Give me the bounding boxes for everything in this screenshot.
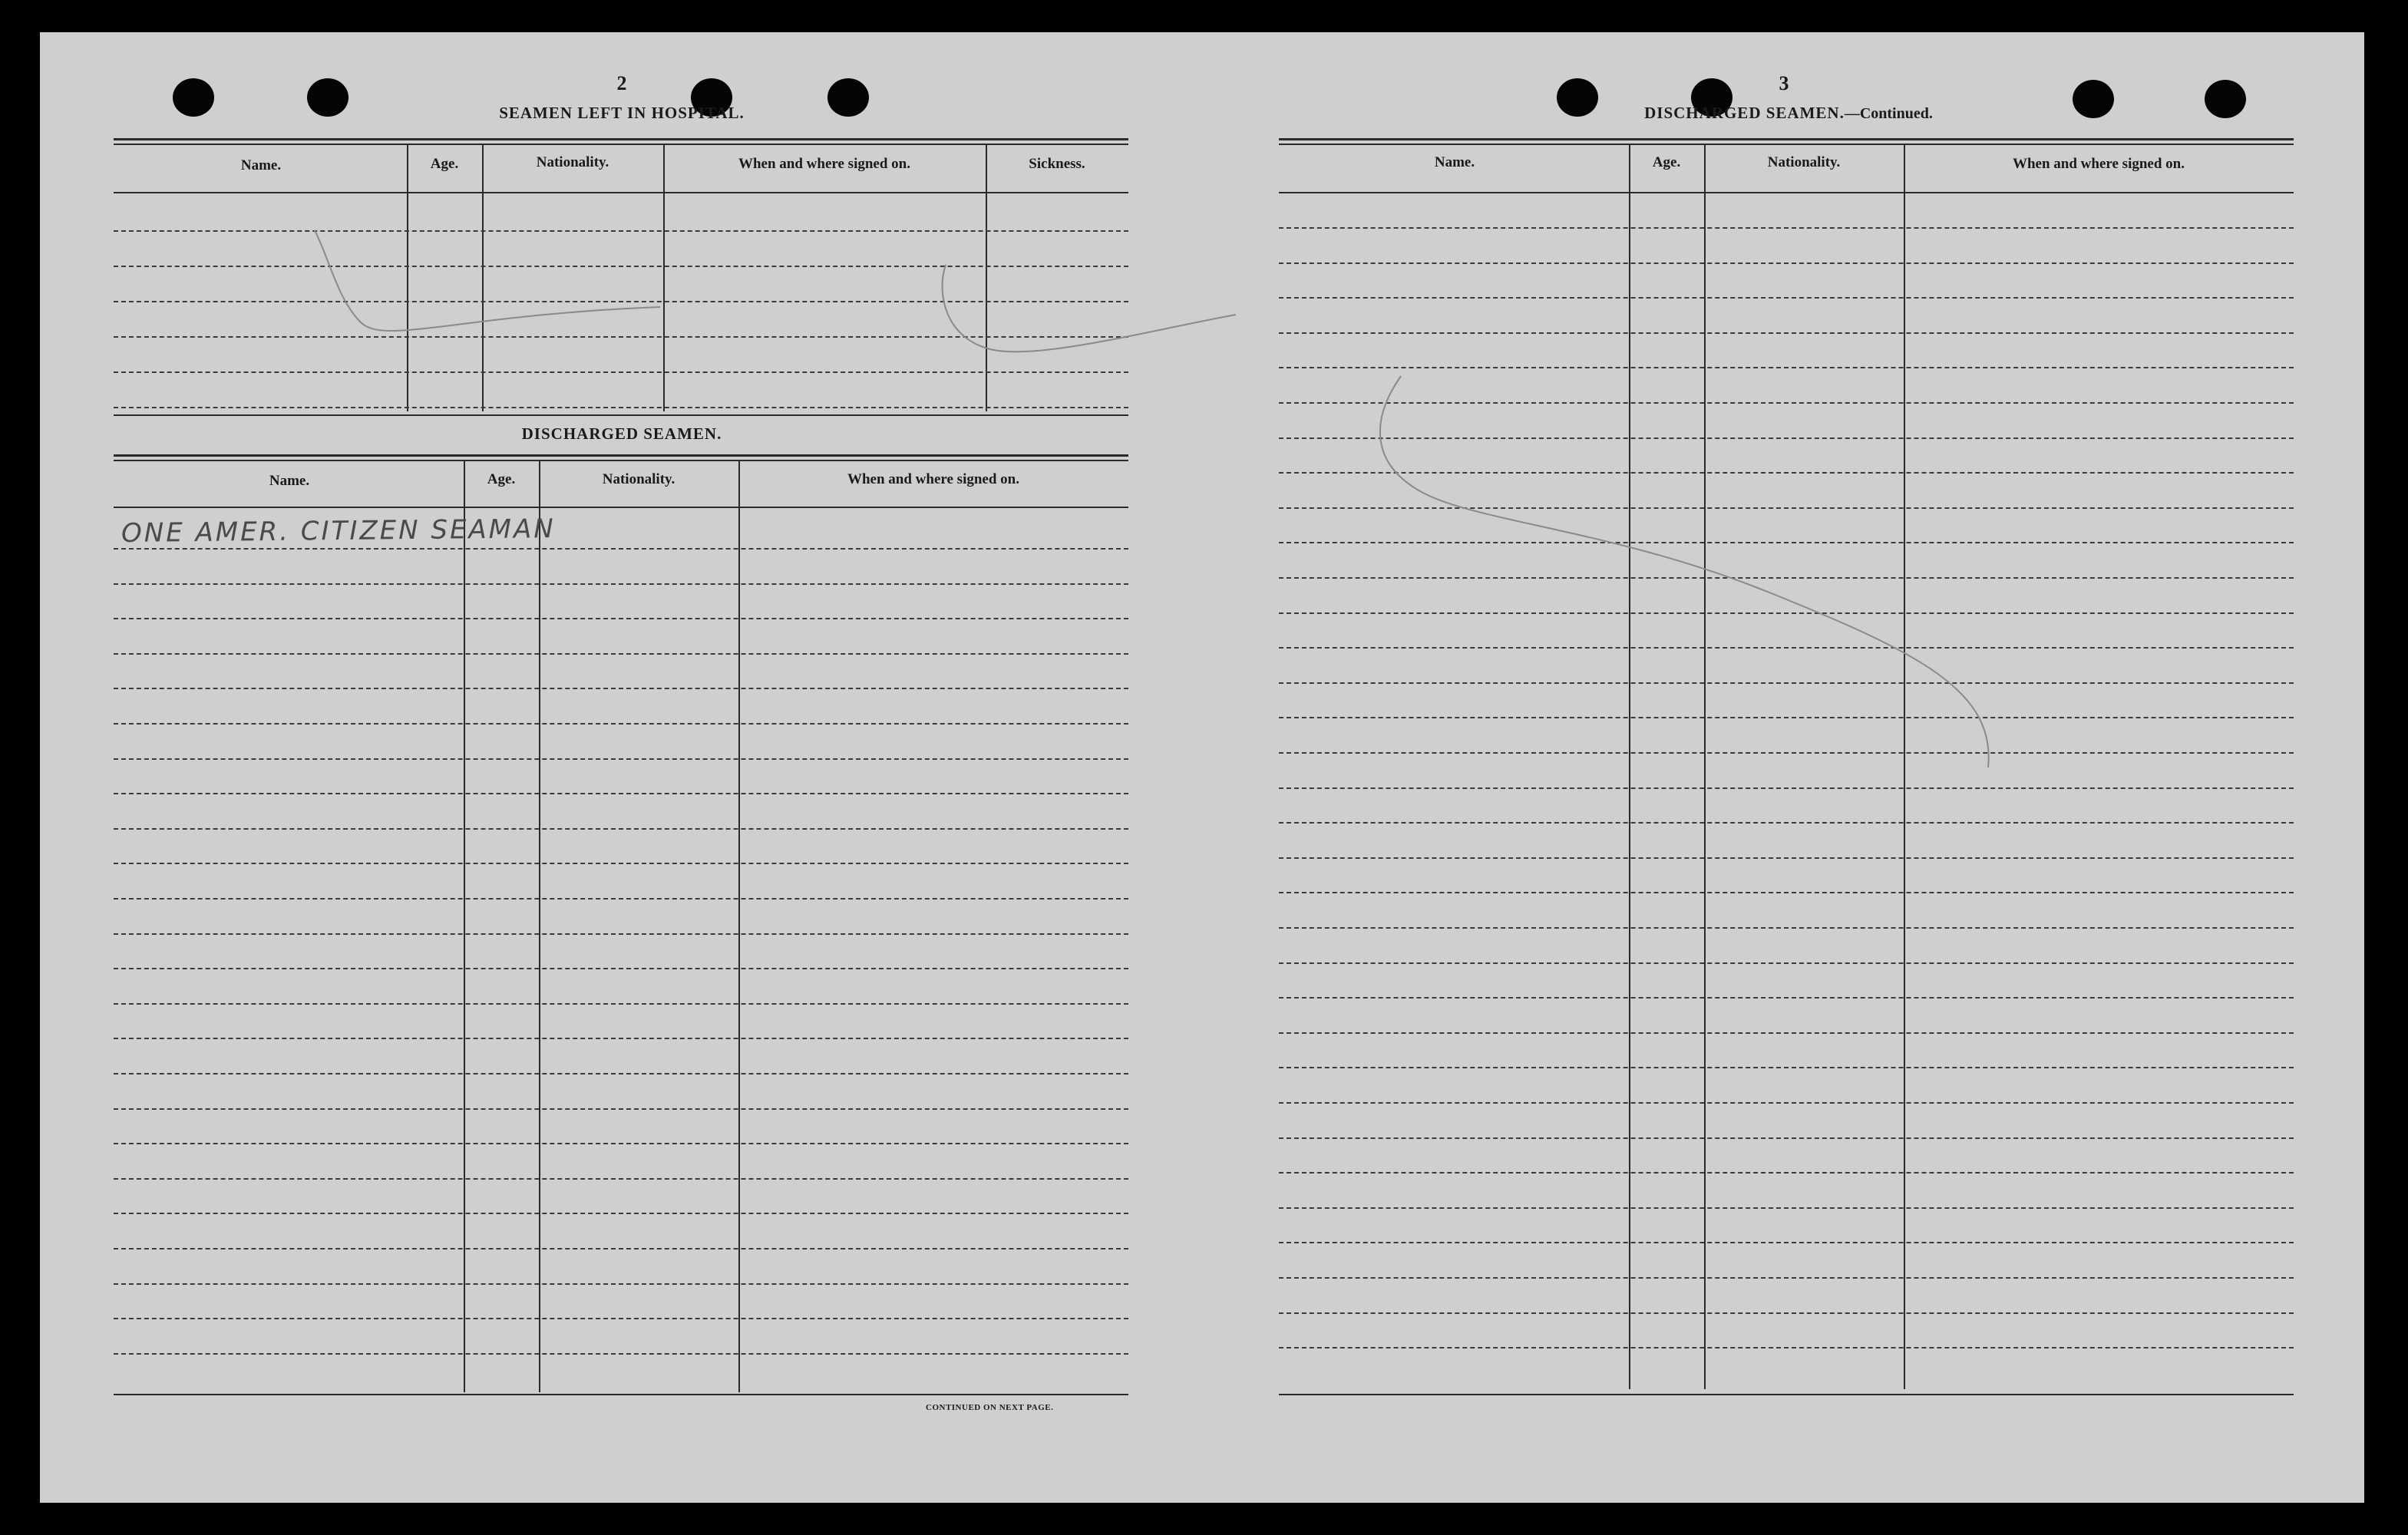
row-line	[114, 1318, 1128, 1319]
page-number-left: 2	[616, 72, 627, 94]
row-line	[114, 1283, 1128, 1285]
row-line	[114, 1003, 1128, 1005]
hospital-row-line	[114, 266, 1128, 267]
punch-hole	[2205, 80, 2246, 118]
row-line	[1279, 1207, 2294, 1209]
right-header-rule	[1279, 192, 2294, 193]
discharged-section-title: DISCHARGED SEAMEN.	[521, 424, 722, 443]
discharged-continued-title-main: DISCHARGED SEAMEN.	[1644, 104, 1845, 122]
row-line	[114, 653, 1128, 655]
row-line	[1279, 402, 2294, 404]
discharged-continued-suffix: —Continued.	[1844, 105, 1933, 122]
row-line	[1279, 542, 2294, 543]
punch-hole	[307, 78, 348, 117]
right-col-name: Name.	[1434, 154, 1475, 170]
row-line	[1279, 927, 2294, 929]
hospital-row-line	[114, 407, 1128, 408]
row-line	[114, 548, 1128, 550]
discharged-col-nationality: Nationality.	[602, 471, 675, 487]
row-line	[1279, 1277, 2294, 1279]
row-line	[114, 758, 1128, 760]
row-line	[1279, 1242, 2294, 1243]
hospital-bottom-rule	[114, 414, 1128, 416]
row-line	[1279, 577, 2294, 579]
discharged-col-signed-on: When and where signed on.	[847, 471, 1019, 487]
discharged-continued-title	[1581, 104, 1996, 123]
hospital-row-line	[114, 336, 1128, 338]
row-line	[1279, 962, 2294, 964]
row-line	[114, 968, 1128, 969]
row-line	[1279, 612, 2294, 614]
row-line	[114, 1108, 1128, 1110]
handwritten-entry: ONE AMER. CITIZEN SEAMAN	[121, 513, 556, 549]
punch-hole	[173, 78, 214, 117]
right-col-divider	[1629, 144, 1630, 1389]
hospital-col-sickness: Sickness.	[1029, 156, 1085, 172]
discharged-col-age: Age.	[487, 471, 516, 487]
right-col-divider	[1904, 144, 1905, 1389]
discharged-col-divider	[539, 460, 540, 1392]
row-line	[114, 1248, 1128, 1249]
punch-hole	[827, 78, 869, 117]
row-line	[1279, 507, 2294, 509]
row-line	[1279, 857, 2294, 859]
row-line	[1279, 1312, 2294, 1314]
hospital-row-line	[114, 371, 1128, 373]
row-line	[114, 1213, 1128, 1214]
right-col-age: Age.	[1652, 154, 1681, 170]
row-line	[1279, 717, 2294, 718]
discharged-col-divider	[738, 460, 740, 1392]
discharged-top-rule	[114, 454, 1128, 461]
row-line	[114, 793, 1128, 794]
row-line	[114, 933, 1128, 935]
discharged-col-name: Name.	[269, 473, 310, 489]
right-col-divider	[1704, 144, 1706, 1389]
row-line	[114, 863, 1128, 864]
row-line	[114, 1038, 1128, 1039]
row-line	[1279, 262, 2294, 264]
document-sheet	[40, 32, 2364, 1503]
discharged-header-rule	[114, 507, 1128, 508]
row-line	[1279, 472, 2294, 474]
row-line	[1279, 647, 2294, 649]
discharged-bottom-rule	[114, 1394, 1128, 1395]
row-line	[1279, 752, 2294, 754]
hospital-header-rule	[114, 192, 1128, 193]
row-line	[1279, 332, 2294, 334]
row-line	[1279, 997, 2294, 999]
row-line	[1279, 437, 2294, 439]
row-line	[1279, 892, 2294, 893]
row-line	[1279, 1137, 2294, 1139]
row-line	[1279, 1067, 2294, 1068]
row-line	[114, 1073, 1128, 1074]
hospital-col-name: Name.	[240, 157, 282, 173]
row-line	[114, 688, 1128, 689]
continued-footer: CONTINUED ON NEXT PAGE.	[926, 1403, 1054, 1412]
row-line	[1279, 367, 2294, 368]
row-line	[114, 723, 1128, 725]
hospital-col-nationality: Nationality.	[536, 154, 609, 170]
row-line	[1279, 1102, 2294, 1104]
right-bottom-rule	[1279, 1394, 2294, 1395]
hospital-col-signed-on: When and where signed on.	[738, 156, 910, 172]
row-line	[114, 828, 1128, 830]
row-line	[1279, 1172, 2294, 1174]
hospital-row-line	[114, 230, 1128, 232]
discharged-col-divider	[464, 460, 465, 1392]
row-line	[1279, 227, 2294, 229]
row-line	[114, 1353, 1128, 1355]
row-line	[114, 583, 1128, 585]
row-line	[1279, 787, 2294, 789]
row-line	[114, 898, 1128, 900]
hospital-top-rule	[114, 138, 1128, 145]
page-number-right: 3	[1779, 72, 1789, 94]
row-line	[1279, 297, 2294, 299]
hospital-col-age: Age.	[430, 156, 459, 172]
right-col-signed-on: When and where signed on.	[2012, 156, 2185, 172]
row-line	[114, 1178, 1128, 1180]
hospital-row-line	[114, 301, 1128, 302]
row-line	[114, 618, 1128, 619]
row-line	[1279, 1347, 2294, 1348]
row-line	[1279, 1032, 2294, 1034]
punch-hole	[2073, 80, 2114, 118]
row-line	[114, 1143, 1128, 1144]
row-line	[1279, 822, 2294, 824]
row-line	[1279, 682, 2294, 684]
hospital-section-title: SEAMEN LEFT IN HOSPITAL.	[499, 104, 745, 122]
right-col-nationality: Nationality.	[1767, 154, 1841, 170]
right-top-rule	[1279, 138, 2294, 145]
